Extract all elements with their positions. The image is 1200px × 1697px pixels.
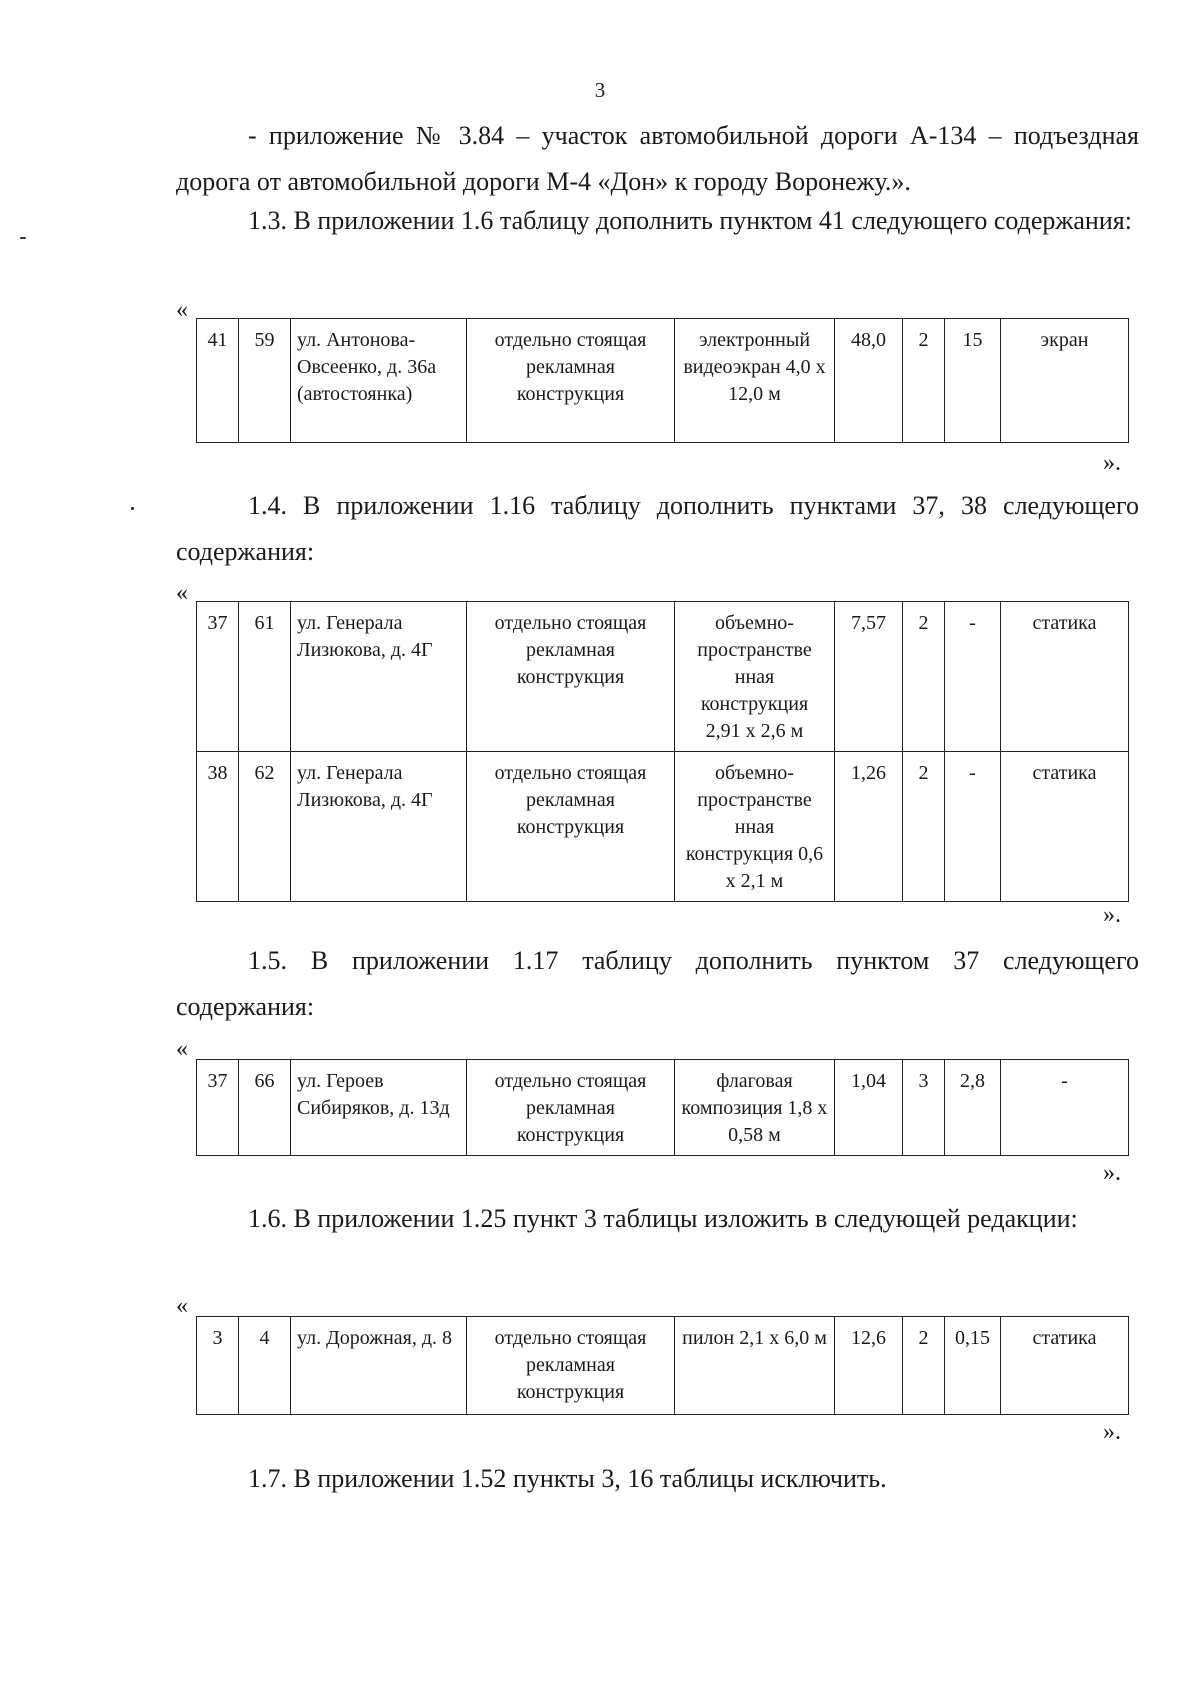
cell-format: флаговая композиция 1,8 х 0,58 м [675,1060,835,1156]
cell-num: 41 [197,319,239,443]
intro-paragraph: - приложение № 3.84 – участок автомобильной дороги А-134 – подъездная дорога от автомобильной дороги М-4 «Дон» к городу Воронежу.». [176,121,1139,196]
cell-code: 61 [239,602,291,752]
cell-num: 37 [197,1060,239,1156]
cell-num: 38 [197,752,239,902]
cell-sides: 3 [903,1060,945,1156]
cell-code: 59 [239,319,291,443]
cell-tech: статика [1001,1317,1129,1415]
open-quote: « [176,580,188,606]
cell-area: 1,04 [835,1060,903,1156]
cell-area: 1,26 [835,752,903,902]
cell-address: ул. Героев Сибиряков, д. 13д [291,1060,467,1156]
table-appendix-1-17 [196,1059,1129,1156]
section-1-4-heading: 1.4. В приложении 1.16 таблицу дополнить пунктами 37, 38 следующего содержания: [176,491,1139,566]
cell-area: 7,57 [835,602,903,752]
section-1-3-heading: 1.3. В приложении 1.6 таблицу дополнить пунктом 41 следующего содержания: [248,206,1132,235]
cell-extra: 2,8 [945,1060,1001,1156]
table-row [197,1317,1129,1415]
cell-area: 48,0 [835,319,903,443]
cell-type: отдельно стоящая рекламная конструкция [467,319,675,443]
scan-speck [20,237,26,239]
cell-format: электронный видеоэкран 4,0 х 12,0 м [675,319,835,443]
cell-tech: статика [1001,602,1129,752]
cell-sides: 2 [903,602,945,752]
scan-speck [131,507,134,510]
cell-code: 4 [239,1317,291,1415]
cell-sides: 2 [903,319,945,443]
cell-extra: 15 [945,319,1001,443]
cell-type: отдельно стоящая рекламная конструкция [467,752,675,902]
cell-code: 62 [239,752,291,902]
cell-format: объемно-пространстве нная конструкция 2,91 х 2,6 м [675,602,835,752]
cell-extra: - [945,602,1001,752]
table-appendix-1-25 [196,1316,1129,1415]
section-1-6-heading: 1.6. В приложении 1.25 пункт 3 таблицы изложить в следующей редакции: [248,1204,1078,1233]
open-quote: « [176,1293,188,1319]
close-quote: ». [1103,450,1121,476]
cell-area: 12,6 [835,1317,903,1415]
cell-type: отдельно стоящая рекламная конструкция [467,602,675,752]
section-1-7-line: 1.7. В приложении 1.52 пункты 3, 16 таблицы исключить. [248,1464,887,1493]
cell-tech: - [1001,1060,1129,1156]
table-row [197,319,1129,443]
page-number: 3 [594,78,606,102]
section-1-5-heading: 1.5. В приложении 1.17 таблицу дополнить пунктом 37 следующего содержания: [176,946,1139,1021]
cell-format: пилон 2,1 х 6,0 м [675,1317,835,1415]
cell-sides: 2 [903,1317,945,1415]
cell-code: 66 [239,1060,291,1156]
cell-tech: статика [1001,752,1129,902]
cell-address: ул. Генерала Лизюкова, д. 4Г [291,602,467,752]
cell-extra: 0,15 [945,1317,1001,1415]
table-appendix-1-16 [196,601,1129,902]
cell-address: ул. Антонова-Овсеенко, д. 36а (автостоянка) [291,319,467,443]
cell-type: отдельно стоящая рекламная конструкция [467,1317,675,1415]
cell-num: 37 [197,602,239,752]
open-quote: « [176,1036,188,1062]
cell-sides: 2 [903,752,945,902]
table-row [197,752,1129,902]
cell-address: ул. Генерала Лизюкова, д. 4Г [291,752,467,902]
cell-type: отдельно стоящая рекламная конструкция [467,1060,675,1156]
open-quote: « [176,297,188,323]
cell-address: ул. Дорожная, д. 8 [291,1317,467,1415]
close-quote: ». [1103,1160,1121,1186]
cell-num: 3 [197,1317,239,1415]
close-quote: ». [1103,902,1121,928]
cell-tech: экран [1001,319,1129,443]
cell-format: объемно-пространстве нная конструкция 0,6 х 2,1 м [675,752,835,902]
table-row [197,602,1129,752]
table-row [197,1060,1129,1156]
close-quote: ». [1103,1419,1121,1445]
table-appendix-1-6 [196,318,1129,443]
cell-extra: - [945,752,1001,902]
